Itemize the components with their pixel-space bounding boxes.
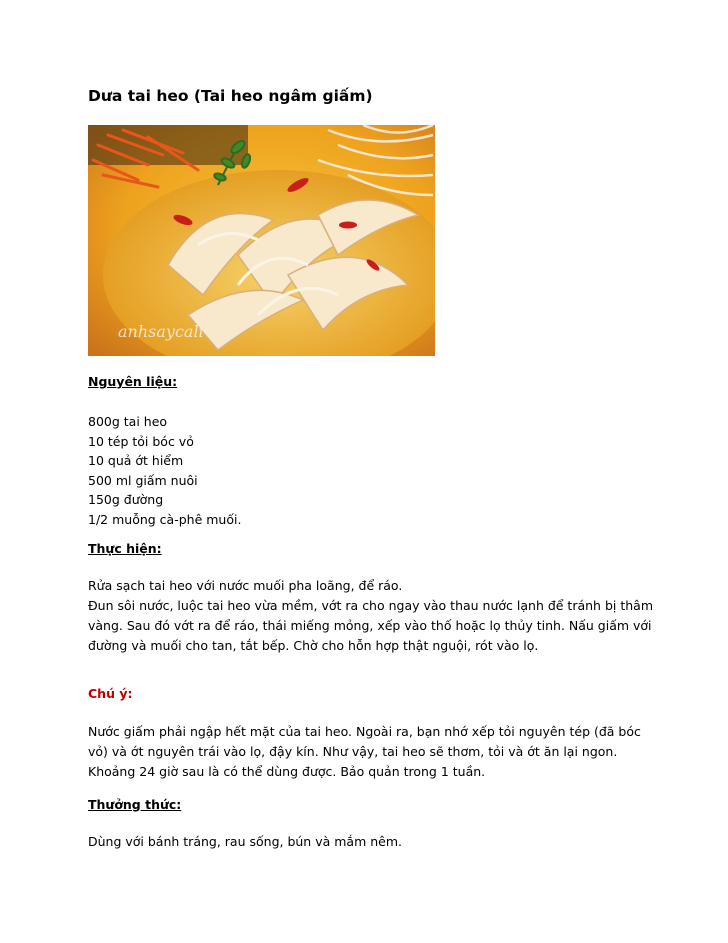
photo-watermark: anhsaycali bbox=[118, 322, 204, 341]
list-item: 150g đường bbox=[88, 492, 164, 507]
note-heading: Chú ý: bbox=[88, 686, 133, 701]
ingredients-heading: Nguyên liệu: bbox=[88, 374, 178, 389]
method-heading: Thực hiện: bbox=[88, 541, 162, 556]
ingredients-list bbox=[88, 412, 241, 529]
dish-photo bbox=[88, 125, 435, 356]
list-item: 800g tai heo bbox=[88, 414, 168, 429]
list-item: 1/2 muỗng cà-phê muối. bbox=[88, 511, 242, 527]
note-paragraph: Nước giấm phải ngập hết mặt của tai heo. Ngoài ra, bạn nhớ xếp tỏi nguyên tép (đã bóc vỏ) và ớt nguyên trái vào lọ, đậy kín. Như vậy, tai heo sẽ thơm, tỏi và ớt ăn lại ngon. Khoảng 24 giờ sau là có thể dùng được. Bảo quản trong 1 tuần. bbox=[88, 724, 641, 780]
list-item: 10 tép tỏi bóc vỏ bbox=[88, 433, 194, 449]
serving-heading: Thưởng thức: bbox=[88, 797, 182, 812]
page-title: Dưa tai heo (Tai heo ngâm giấm) bbox=[88, 87, 373, 105]
list-item: 10 quả ớt hiểm bbox=[88, 453, 184, 468]
serving-paragraph: Dùng với bánh tráng, rau sống, bún và mắm nêm. bbox=[88, 834, 402, 849]
method-paragraph: Đun sôi nước, luộc tai heo vừa mềm, vớt ra cho ngay vào thau nước lạnh để tránh bị thâm vàng. Sau đó vớt ra để ráo, thái miếng mỏng, xếp vào thố hoặc lọ thủy tinh. Nấu giấm với đường và muối cho tan, tắt bếp. Chờ cho hỗn hợp thật nguội, rót vào lọ. bbox=[88, 598, 653, 654]
method-step-1: Rửa sạch tai heo với nước muối pha loãng, để ráo. bbox=[88, 578, 403, 593]
list-item: 500 ml giấm nuôi bbox=[88, 472, 198, 488]
